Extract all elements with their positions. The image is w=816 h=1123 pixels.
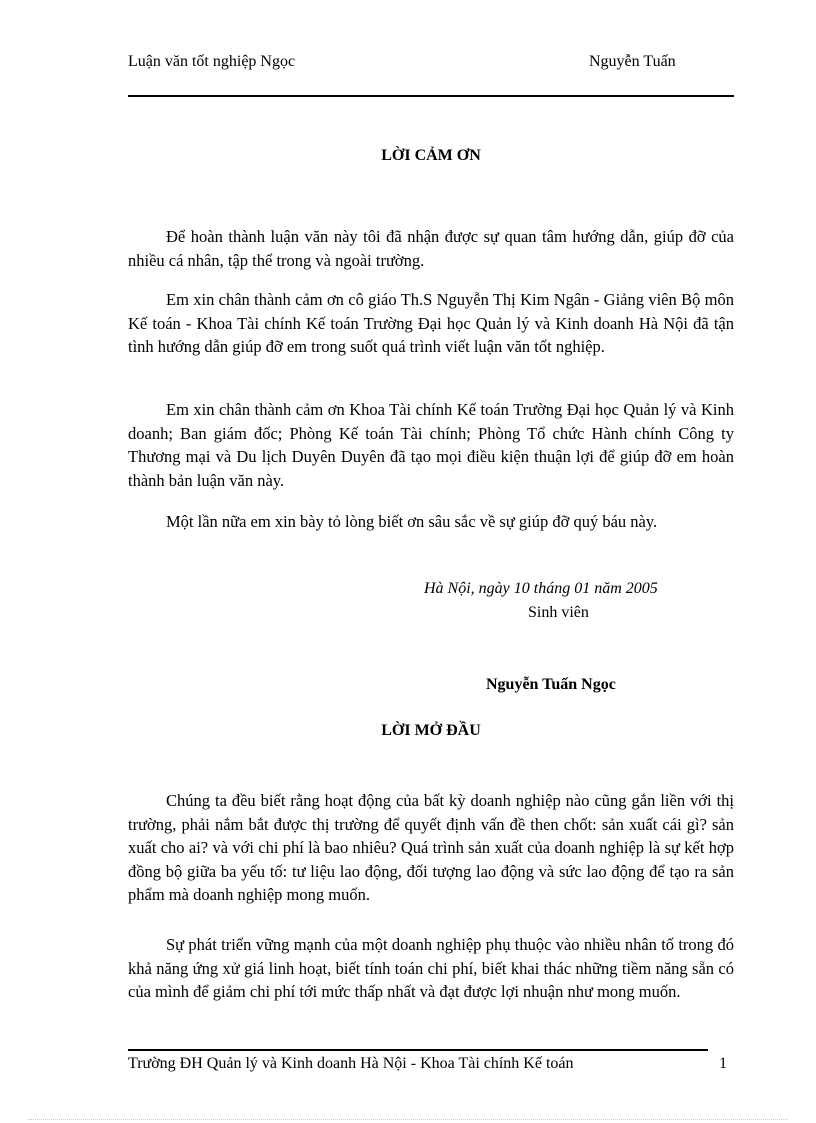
signer-name: Nguyễn Tuấn Ngọc — [486, 676, 616, 693]
introduction-paragraph-2: Sự phát triển vững mạnh của một doanh nghiệp phụ thuộc vào nhiều nhân tố trong đó khả năng ứng xử giá linh hoạt, biết tính toán chi phí, biết khai thác những tiềm năng sẵn có của mình để giảm chi phí tới mức thấp nhất và đạt được lợi nhuận như mong muốn. — [128, 935, 734, 1001]
footer-institution: Trường ĐH Quản lý và Kinh doanh Hà Nội - Khoa Tài chính Kế toán — [128, 1055, 574, 1072]
header-author-name: Nguyễn Tuấn — [589, 53, 676, 70]
signing-date: Hà Nội, ngày 10 tháng 01 năm 2005 — [424, 580, 658, 597]
acknowledgement-paragraph-3: Em xin chân thành cảm ơn Khoa Tài chính Kế toán Trường Đại học Quản lý và Kinh doanh; Ban giám đốc; Phòng Kế toán Tài chính; Phòng Tổ chức Hành chính Công ty Thương mại và Du lịch Duyên Duyên đã tạo mọi điều kiện thuận lợi để giúp đỡ em hoàn thành bản luận văn này. — [128, 400, 734, 490]
acknowledgement-paragraph-1: Để hoàn thành luận văn này tôi đã nhận được sự quan tâm hướng dẫn, giúp đỡ của nhiều cá nhân, tập thể trong và ngoài trường. — [128, 227, 734, 270]
introduction-title: LỜI MỞ ĐẦU — [381, 722, 481, 739]
page-number: 1 — [719, 1055, 727, 1072]
header-thesis-label: Luận văn tốt nghiệp Ngọc — [128, 53, 296, 70]
acknowledgement-paragraph-4: Một lần nữa em xin bày tỏ lòng biết ơn sâu sắc về sự giúp đỡ quý báu này. — [166, 512, 658, 531]
signer-role: Sinh viên — [528, 604, 589, 621]
header-divider — [128, 95, 734, 97]
acknowledgement-title: LỜI CẢM ƠN — [381, 147, 481, 164]
introduction-paragraph-1: Chúng ta đều biết rằng hoạt động của bất kỳ doanh nghiệp nào cũng gắn liền với thị trường, phải nắm bắt được thị trường để quyết định vấn đề then chốt: sản xuất cái gì? sản xuất cho ai? và với chi phí là bao nhiêu? Quá trình sản xuất của doanh nghiệp là sự kết hợp đồng bộ giữa ba yếu tố: tư liệu lao động, đối tượng lao động và sức lao động để tạo ra sản phẩm mà doanh nghiệp mong muốn. — [128, 791, 734, 904]
acknowledgement-paragraph-2: Em xin chân thành cảm ơn cô giáo Th.S Nguyễn Thị Kim Ngân - Giảng viên Bộ môn Kế toán - Khoa Tài chính Kế toán Trường Đại học Quản lý và Kinh doanh Hà Nội đã tận tình hướng dẫn giúp đỡ em trong suốt quá trình viết luận văn tốt nghiệp. — [128, 290, 734, 356]
page-edge-dotted-line — [28, 1119, 788, 1120]
footer-divider — [128, 1049, 708, 1051]
